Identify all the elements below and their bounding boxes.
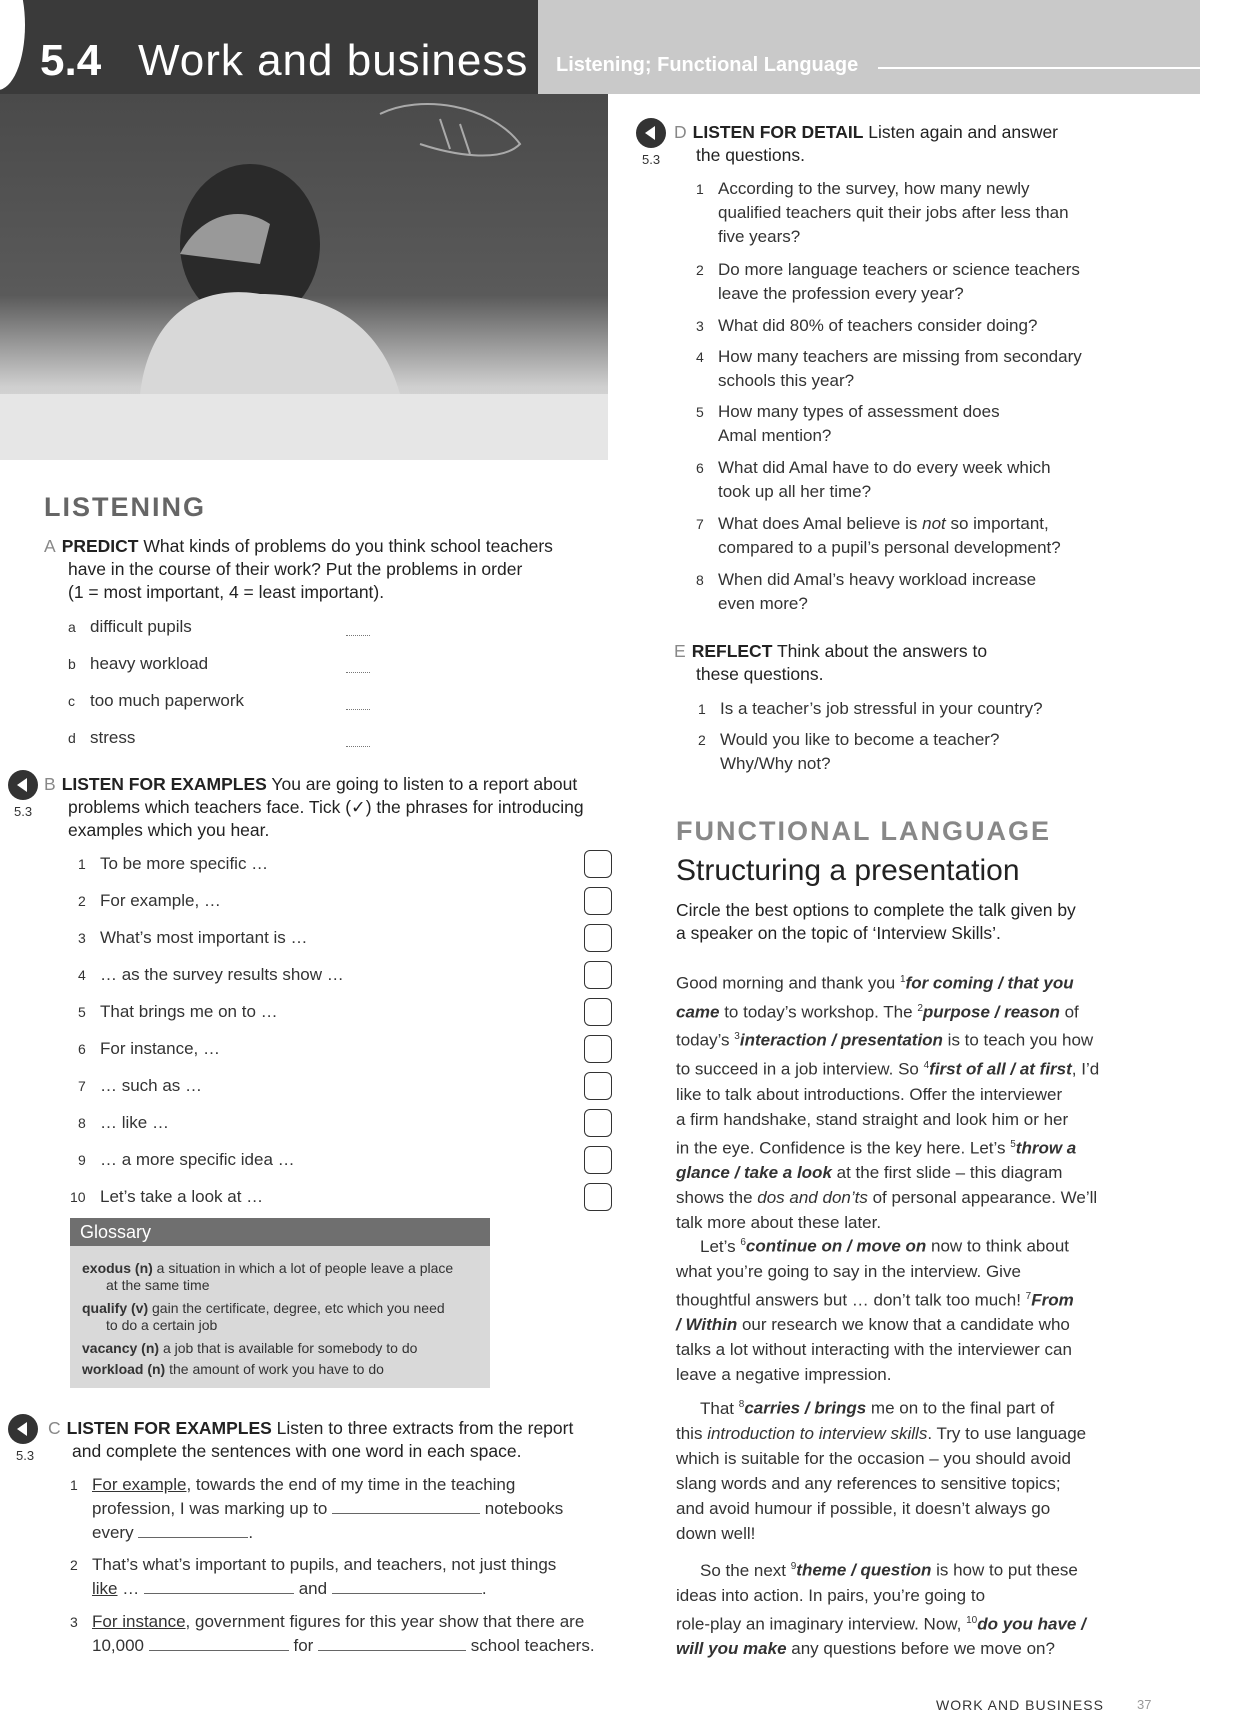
- exercise-e-text-2: these questions.: [696, 664, 824, 684]
- list-item: [78, 1000, 278, 1024]
- gap-number: 9: [790, 1561, 797, 1572]
- option-choice[interactable]: theme / question: [796, 1560, 932, 1580]
- question-text: five years?: [718, 227, 801, 246]
- question-item: [696, 400, 1126, 448]
- question-number: 3: [696, 318, 704, 334]
- list-item: [78, 963, 344, 987]
- question-text: According to the survey, how many newly: [718, 179, 1030, 198]
- question-text: What does Amal believe is: [718, 514, 923, 533]
- glossary-box: [70, 1218, 490, 1388]
- question-number: 2: [696, 262, 704, 278]
- talk-text: . Try to use language: [927, 1423, 1087, 1443]
- question-number: 6: [696, 460, 704, 476]
- sentence-text: profession, I was marking up to: [92, 1499, 328, 1518]
- question-number: 1: [696, 181, 704, 197]
- exercise-c-text-2: and complete the sentences with one word in each space.: [72, 1441, 522, 1461]
- sentence-text: every: [92, 1523, 134, 1542]
- answer-blank[interactable]: [138, 1537, 248, 1538]
- item-text: heavy workload: [90, 654, 209, 673]
- question-text: compared to a pupil’s personal development?: [718, 538, 1061, 557]
- item-letter: c: [68, 693, 75, 709]
- talk-text: ideas into action. In pairs, you’re going to: [676, 1585, 986, 1605]
- question-text: When did Amal’s heavy workload increase: [718, 570, 1037, 589]
- question-text: What did Amal have to do every week which: [718, 458, 1051, 477]
- exercise-c-letter: C: [48, 1418, 61, 1438]
- item-text: difficult pupils: [90, 617, 192, 636]
- instr-line: Circle the best options to complete the talk given by: [676, 900, 1076, 920]
- question-item: [696, 456, 1126, 504]
- question-item: [696, 345, 1126, 393]
- question-number: 5: [696, 404, 704, 420]
- exercise-d-instructions: [674, 121, 1214, 167]
- item-number: 3: [70, 1614, 78, 1630]
- talk-text: at the first slide – this diagram: [831, 1163, 1063, 1183]
- sentence-3: [70, 1610, 630, 1658]
- exercise-d-label: LISTEN FOR DETAIL: [692, 122, 864, 142]
- exercise-d-letter: D: [674, 122, 687, 142]
- list-item: [68, 689, 244, 713]
- question-number: 4: [696, 349, 704, 365]
- talk-text: talk more about these later.: [676, 1213, 882, 1233]
- question-text: schools this year?: [718, 371, 855, 390]
- glossary-entry: [82, 1260, 482, 1294]
- exercise-b-text-1: You are going to listen to a report about: [271, 774, 578, 794]
- talk-text: role-play an imaginary interview. Now,: [676, 1614, 967, 1634]
- tick-checkbox[interactable]: [584, 1183, 612, 1211]
- option-choice[interactable]: purpose / reason: [922, 1002, 1060, 1022]
- option-choice[interactable]: carries / brings: [744, 1398, 867, 1418]
- question-number: 7: [696, 516, 704, 532]
- question-text: What did 80% of teachers consider doing?: [718, 316, 1038, 335]
- talk-text: shows the: [676, 1188, 758, 1208]
- exercise-e-instructions: [674, 640, 1214, 686]
- talk-text: talks a lot without interacting with the interviewer can: [676, 1340, 1072, 1360]
- instr-line: a speaker on the topic of ‘Interview Skills’.: [676, 923, 1001, 943]
- option-choice[interactable]: From: [1031, 1290, 1074, 1310]
- talk-text: any questions before we move on?: [786, 1639, 1055, 1659]
- option-choice[interactable]: interaction / presentation: [739, 1030, 943, 1050]
- talk-text: That: [700, 1398, 739, 1418]
- exercise-a-text-1: What kinds of problems do you think school teachers: [143, 536, 553, 556]
- glossary-def: gain the certificate, degree, etc which you need: [152, 1300, 445, 1316]
- talk-text: slang words and any references to sensitive topics;: [676, 1473, 1061, 1493]
- option-choice[interactable]: for coming / that you: [905, 973, 1074, 993]
- question-text: How many types of assessment does: [718, 402, 1000, 421]
- item-number: 2: [70, 1557, 78, 1573]
- sentence-text: …: [122, 1579, 140, 1598]
- question-text: qualified teachers quit their jobs after less than: [718, 203, 1069, 222]
- functional-language-heading: FUNCTIONAL LANGUAGE: [676, 816, 1051, 846]
- list-item: [78, 1074, 202, 1098]
- exercise-c-instructions: [48, 1417, 628, 1463]
- talk-text-italic: dos and don’ts: [757, 1188, 868, 1208]
- exercise-c-label: LISTEN FOR EXAMPLES: [66, 1418, 272, 1438]
- track-number: 5.3: [642, 152, 661, 167]
- item-text: … as the survey results show …: [100, 965, 344, 984]
- talk-text: what you’re going to say in the interview. Give: [676, 1261, 1021, 1281]
- sentence-text: .: [481, 1579, 487, 1598]
- audio-speaker-icon[interactable]: [636, 118, 666, 148]
- item-text: For example, …: [100, 891, 221, 910]
- page-number: 37: [1137, 1697, 1152, 1712]
- answer-blank[interactable]: [332, 1593, 482, 1594]
- glossary-entry: [82, 1300, 482, 1334]
- glossary-def: at the same time: [106, 1277, 210, 1293]
- exercise-c-text-1: Listen to three extracts from the report: [276, 1418, 574, 1438]
- talk-paragraph-1: [676, 967, 1106, 1235]
- audio-speaker-icon[interactable]: [8, 1414, 38, 1444]
- question-item: [698, 697, 1128, 721]
- item-number: 9: [78, 1152, 86, 1168]
- talk-text: Good morning and thank you: [676, 973, 900, 993]
- list-item: [78, 852, 268, 876]
- list-item: [78, 1148, 295, 1172]
- glossary-def: the amount of work you have to do: [169, 1361, 384, 1377]
- section-tag: Listening; Functional Language: [556, 54, 859, 76]
- item-number: 10: [70, 1189, 86, 1205]
- sentence-text: notebooks: [484, 1499, 564, 1518]
- item-number: 8: [78, 1115, 86, 1131]
- talk-text: is to teach you how: [942, 1030, 1094, 1050]
- exercise-b-instructions: [44, 773, 624, 842]
- item-letter: a: [68, 619, 76, 635]
- answer-blank[interactable]: [149, 1650, 289, 1651]
- question-text: leave the profession every year?: [718, 284, 964, 303]
- talk-text-italic: introduction to interview skills: [707, 1423, 928, 1443]
- question-item: [696, 568, 1126, 616]
- exercise-a-letter: A: [44, 536, 56, 556]
- glossary-entry: [82, 1361, 482, 1378]
- tick-checkbox[interactable]: [584, 1035, 612, 1063]
- question-text: Would you like to become a teacher?: [720, 730, 1000, 749]
- tick-checkbox[interactable]: [584, 1146, 612, 1174]
- option-choice[interactable]: throw a: [1015, 1138, 1077, 1158]
- talk-text: a firm handshake, stand straight and look him or her: [676, 1109, 1069, 1129]
- talk-paragraph-3: [676, 1392, 1106, 1546]
- talk-text: to today’s workshop. The: [719, 1002, 918, 1022]
- sentence-text: school teachers.: [470, 1636, 595, 1655]
- talk-text: of personal appearance. We’ll: [867, 1188, 1098, 1208]
- exercise-b-text-3: examples which you hear.: [68, 820, 270, 840]
- talk-text: like to talk about introductions. Offer the interviewer: [676, 1084, 1063, 1104]
- gap-number: 10: [966, 1614, 978, 1626]
- item-text: To be more specific …: [100, 854, 269, 873]
- glossary-term: vacancy (n): [82, 1340, 160, 1356]
- option-choice[interactable]: do you have /: [977, 1614, 1086, 1634]
- question-text: Do more language teachers or science teachers: [718, 260, 1080, 279]
- underlined-phrase: For instance: [92, 1612, 186, 1631]
- exercise-a-instructions: [44, 535, 624, 604]
- header-light-band: [538, 0, 1200, 94]
- tick-checkbox[interactable]: [584, 1109, 612, 1137]
- option-choice[interactable]: / Within: [676, 1315, 738, 1335]
- option-choice[interactable]: will you make: [676, 1639, 787, 1659]
- item-text: What’s most important is …: [100, 928, 308, 947]
- question-number: 8: [696, 572, 704, 588]
- sentence-text: That’s what’s important to pupils, and teachers, not just things: [92, 1555, 557, 1574]
- question-text-italic: not: [922, 514, 946, 533]
- rank-blank[interactable]: [346, 671, 370, 673]
- list-item: [78, 889, 221, 913]
- gap-number: 8: [738, 1399, 745, 1410]
- exercise-a-label: PREDICT: [61, 536, 139, 556]
- list-item: [78, 926, 308, 950]
- talk-text: thoughtful answers but … don’t talk too much!: [676, 1290, 1026, 1310]
- sentence-2: [70, 1553, 630, 1601]
- item-letter: b: [68, 656, 76, 672]
- question-text: Amal mention?: [718, 426, 832, 445]
- footer-section-name: WORK AND BUSINESS: [936, 1697, 1104, 1713]
- talk-text: to succeed in a job interview. So: [676, 1059, 924, 1079]
- exercise-b-letter: B: [44, 774, 56, 794]
- item-number: 1: [70, 1477, 78, 1493]
- question-item: [696, 258, 1126, 306]
- item-number: 1: [78, 856, 86, 872]
- question-text: Why/Why not?: [720, 754, 831, 773]
- talk-text: and avoid humour if possible, it doesn’t always go: [676, 1498, 1051, 1518]
- unit-number: 5.4: [40, 36, 102, 85]
- question-item: [696, 512, 1126, 560]
- sentence-text: .: [248, 1523, 254, 1542]
- item-number: 4: [78, 967, 86, 983]
- answer-blank[interactable]: [144, 1593, 294, 1594]
- question-item: [698, 728, 1128, 776]
- talk-paragraph-2: [676, 1230, 1106, 1387]
- sentence-text: for: [293, 1636, 314, 1655]
- talk-text: , I’d: [1071, 1059, 1100, 1079]
- exercise-e-text-1: Think about the answers to: [776, 641, 988, 661]
- talk-text: today’s: [676, 1030, 735, 1050]
- talk-text: down well!: [676, 1523, 756, 1543]
- question-number: 2: [698, 732, 706, 748]
- item-text: For instance, …: [100, 1039, 220, 1058]
- talk-text: me on to the final part of: [866, 1398, 1055, 1418]
- item-text: stress: [90, 728, 136, 747]
- glossary-def: a situation in which a lot of people leave a place: [156, 1260, 454, 1276]
- question-text: took up all her time?: [718, 482, 872, 501]
- talk-text: in the eye. Confidence is the key here. Let’s: [676, 1138, 1011, 1158]
- underlined-phrase: like: [92, 1579, 118, 1598]
- talk-text: Let’s: [700, 1236, 741, 1256]
- talk-text: So the next: [700, 1560, 791, 1580]
- exercise-e-letter: E: [674, 641, 686, 661]
- talk-text: our research we know that a candidate who: [737, 1315, 1070, 1335]
- exercise-b-label: LISTEN FOR EXAMPLES: [61, 774, 267, 794]
- item-letter: d: [68, 730, 76, 746]
- question-item: [696, 314, 1126, 338]
- glossary-def: a job that is available for somebody to do: [162, 1340, 418, 1356]
- sentence-text: , towards the end of my time in the teaching: [186, 1475, 516, 1494]
- question-number: 1: [698, 701, 706, 717]
- gap-number: 7: [1025, 1290, 1032, 1302]
- glossary-title: [70, 1218, 490, 1246]
- glossary-def: to do a certain job: [106, 1317, 218, 1333]
- question-text: even more?: [718, 594, 808, 613]
- answer-blank[interactable]: [318, 1650, 466, 1651]
- option-choice[interactable]: first of all / at first: [929, 1059, 1072, 1079]
- glossary-entry: [82, 1340, 482, 1357]
- list-item: [78, 1111, 169, 1135]
- exercise-a-text-3: (1 = most important, 4 = least important).: [68, 582, 385, 602]
- item-number: 5: [78, 1004, 86, 1020]
- gap-number: 3: [734, 1031, 740, 1043]
- tick-checkbox[interactable]: [584, 961, 612, 989]
- functional-language-subtitle: Structuring a presentation: [676, 854, 1020, 887]
- glossary-term: qualify (v): [82, 1300, 149, 1316]
- exercise-b-text-2: problems which teachers face. Tick (✓) the phrases for introducing: [68, 797, 584, 817]
- rank-blank[interactable]: [346, 708, 370, 710]
- option-choice[interactable]: came: [676, 1002, 720, 1022]
- tick-checkbox[interactable]: [584, 998, 612, 1026]
- gap-number: 4: [923, 1059, 930, 1071]
- list-item: [68, 726, 135, 750]
- sentence-text: and: [298, 1579, 328, 1598]
- answer-blank[interactable]: [332, 1513, 480, 1514]
- talk-text: is how to put these: [931, 1560, 1078, 1580]
- talk-text: now to think about: [926, 1236, 1070, 1256]
- gap-number: 6: [740, 1237, 746, 1248]
- sentence-text: , government figures for this year show that there are: [185, 1612, 585, 1631]
- item-text: … such as …: [100, 1076, 203, 1095]
- glossary-term: exodus (n): [82, 1260, 153, 1276]
- item-text: Let’s take a look at …: [100, 1187, 264, 1206]
- sentence-1: [70, 1473, 630, 1545]
- question-text: Is a teacher’s job stressful in your country?: [720, 699, 1043, 718]
- functional-instructions: [676, 899, 1216, 945]
- item-number: 6: [78, 1041, 86, 1057]
- gap-number: 5: [1010, 1138, 1016, 1150]
- sentence-text: 10,000: [92, 1636, 144, 1655]
- list-item: [70, 1185, 263, 1209]
- track-number: 5.3: [16, 1448, 35, 1463]
- exercise-e-label: REFLECT: [691, 641, 773, 661]
- exercise-a-text-2: have in the course of their work? Put the problems in order: [68, 559, 523, 579]
- rank-blank[interactable]: [346, 745, 370, 747]
- item-number: 2: [78, 893, 86, 909]
- audio-speaker-icon[interactable]: [8, 770, 38, 800]
- glossary-term: workload (n): [82, 1361, 166, 1377]
- gap-number: 2: [917, 1002, 923, 1014]
- item-number: 3: [78, 930, 86, 946]
- item-number: 7: [78, 1078, 86, 1094]
- question-text: so important,: [945, 514, 1049, 533]
- exercise-d-text-2: the questions.: [696, 145, 805, 165]
- tick-checkbox[interactable]: [584, 924, 612, 952]
- underlined-phrase: For example: [92, 1475, 187, 1494]
- list-item: [78, 1037, 220, 1061]
- rank-blank[interactable]: [346, 634, 370, 636]
- header-rule: [878, 67, 1200, 69]
- exercise-d-text-1: Listen again and answer: [868, 122, 1059, 142]
- question-text: How many teachers are missing from secondary: [718, 347, 1082, 366]
- tick-checkbox[interactable]: [584, 887, 612, 915]
- talk-paragraph-4: [676, 1554, 1106, 1661]
- item-text: too much paperwork: [90, 691, 245, 710]
- photo-stressed-teacher: [0, 94, 608, 460]
- listening-heading: LISTENING: [44, 492, 207, 522]
- item-text: … like …: [100, 1113, 169, 1132]
- option-choice[interactable]: glance / take a look: [676, 1163, 832, 1183]
- talk-text: leave a negative impression.: [676, 1365, 892, 1385]
- list-item: [68, 615, 192, 639]
- talk-text: which is suitable for the occasion – you should avoid: [676, 1448, 1072, 1468]
- gap-number: 1: [899, 974, 906, 985]
- item-text: … a more specific idea …: [100, 1150, 295, 1169]
- question-item: [696, 177, 1126, 249]
- unit-title: Work and business: [138, 36, 529, 85]
- tick-checkbox[interactable]: [584, 1072, 612, 1100]
- talk-text: of: [1059, 1002, 1079, 1022]
- track-number: 5.3: [14, 804, 33, 819]
- glossary-title-text: Glossary: [80, 1222, 152, 1242]
- item-text: That brings me on to …: [100, 1002, 278, 1021]
- talk-text: this: [676, 1423, 708, 1443]
- tick-checkbox[interactable]: [584, 850, 612, 878]
- option-choice[interactable]: continue on / move on: [745, 1236, 927, 1256]
- list-item: [68, 652, 208, 676]
